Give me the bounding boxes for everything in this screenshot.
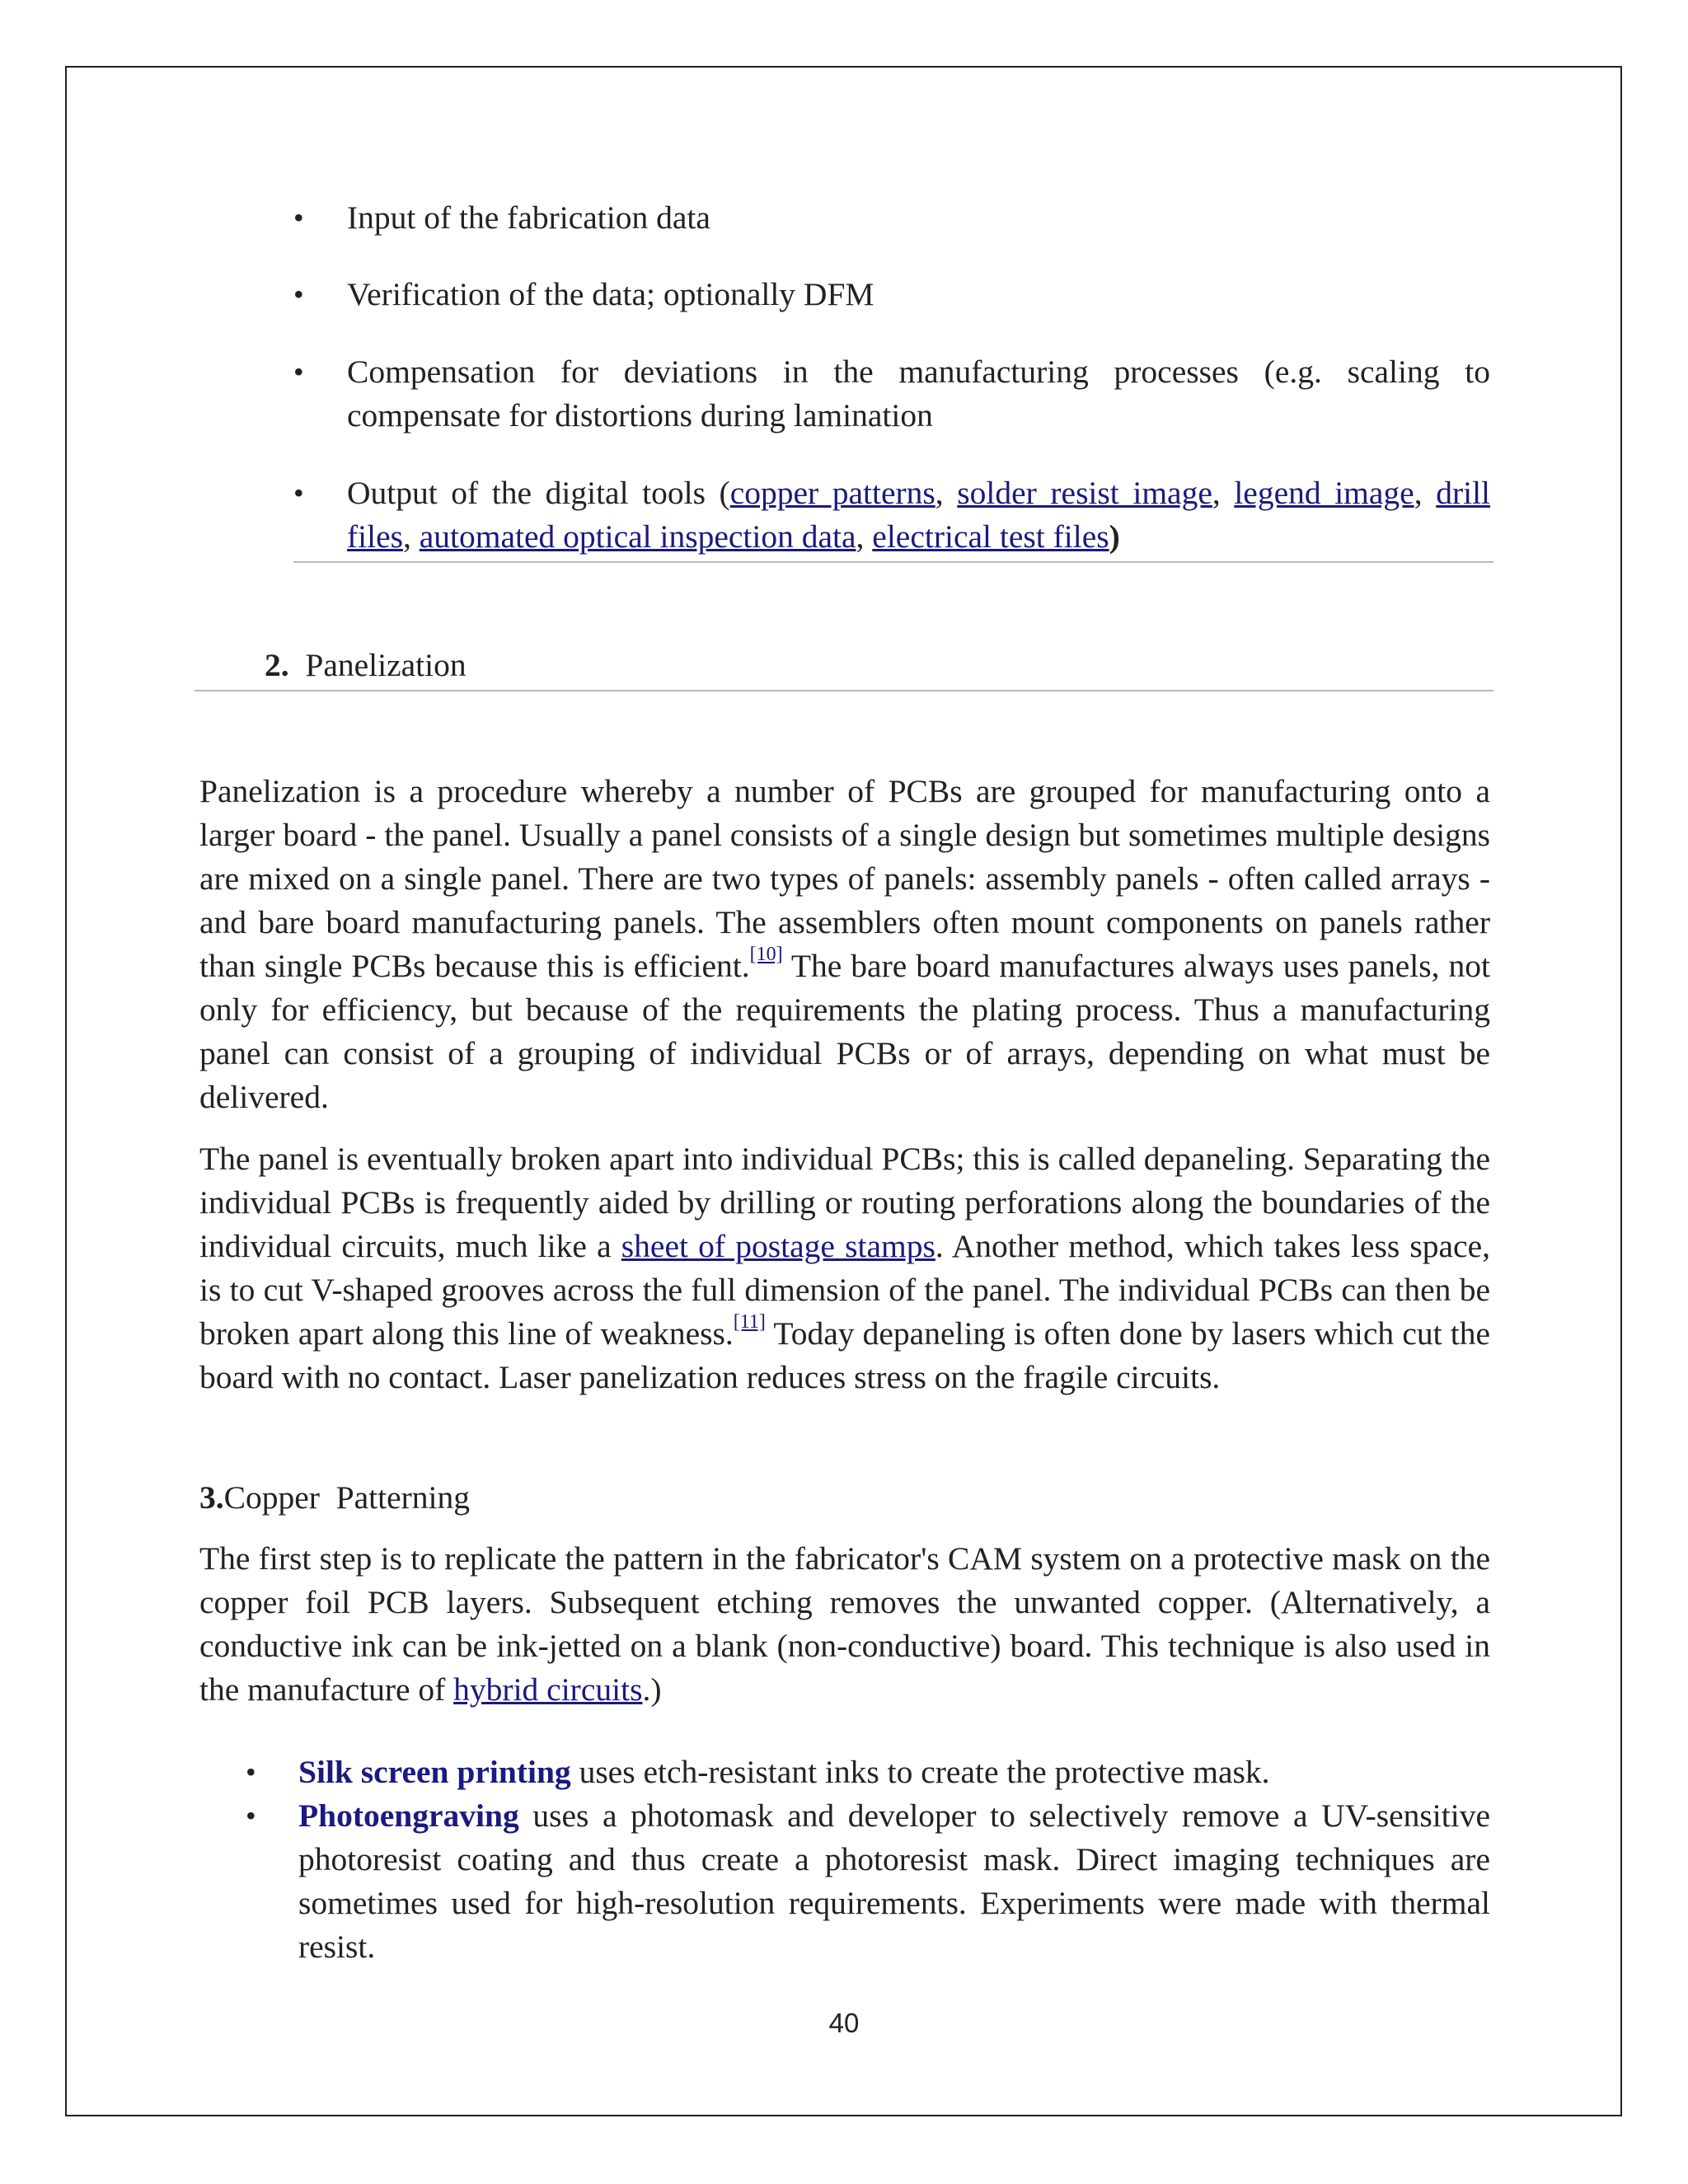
ref-10-link[interactable]: [10] [749,943,783,965]
list-item-photoengraving: • Photoengraving uses a photomask and developer to selectively remove a UV-sensitive photoresist coating and thus create a photoresist mask. Direct imaging techniques are sometimes used for high-resolution requirements. Experiments were made with thermal resist. [246,1797,1490,1965]
term-photoengraving: Photoengraving [298,1797,519,1834]
divider [195,690,1493,691]
list-item-silk-screen: • Silk screen printing uses etch-resistant inks to create the protective mask. [246,1754,1270,1790]
list-item: • Verification of the data; optionally DFM [293,276,874,312]
link-hybrid-circuits[interactable]: hybrid circuits [453,1671,643,1708]
term-silk-screen-printing: Silk screen printing [298,1754,571,1790]
list-item: • Input of the fabrication data [293,199,710,236]
paragraph-panelization-2: The panel is eventually broken apart into individual PCBs; this is called depaneling. Separating the individual PCBs is frequently aided by drilling or routing perforations along the boundaries of the individual circuits, much like a sheet of postage stamps. Another method, which takes less space, is to cut V-shaped grooves across the full dimension of the panel. The individual PCBs can then be broken apart along this line of weakness.[11] Today depaneling is often done by lasers which cut the board with no contact. Laser panelization reduces stress on the fragile circuits. [199,1141,1490,1395]
link-aoi-data[interactable]: automated optical inspection data [419,518,856,555]
ref-11-link[interactable]: [11] [733,1310,766,1333]
link-sheet-of-postage-stamps[interactable]: sheet of postage stamps [621,1228,935,1264]
divider [293,561,1493,563]
link-solder-resist-image[interactable]: solder resist image [957,475,1212,511]
list-item-output: • Output of the digital tools (copper patterns, solder resist image, legend image, drill files, automated optical inspection data, electrical test files) [293,471,1490,559]
link-legend-image[interactable]: legend image [1234,475,1414,511]
output-text: Output of the digital tools (copper patterns, solder resist image, legend image, drill files, automated optical inspection data, electrical test files) [347,475,1491,555]
page-number: 40 [828,2008,860,2038]
list-item: • Compensation for deviations in the manufacturing processes (e.g. scaling to compensate for distortions during lamination [293,354,1490,434]
section-heading-copper-patterning: 3.Copper Patterning [199,1479,471,1516]
link-copper-patterns[interactable]: copper patterns [729,475,935,511]
paragraph-copper-patterning: The first step is to replicate the pattern in the fabricator's CAM system on a protective mask on the copper foil PCB layers. Subsequent etching removes the unwanted copper. (Alternatively, a conductive ink can be ink-jetted on a blank (non-conductive) board. This technique is also used in the manufacture of hybrid circuits.) [199,1540,1490,1708]
link-electrical-test-files[interactable]: electrical test files [872,518,1109,555]
link-drill-files[interactable]: drill files [347,475,1491,555]
section-heading-panelization: 2. Panelization [265,647,467,683]
paragraph-panelization-1: Panelization is a procedure whereby a number of PCBs are grouped for manufacturing onto a larger board - the panel. Usually a panel consists of a single design but sometimes multiple designs are mixed on a single panel. There are two types of panels: assembly panels - often called arrays - and bare board manufacturing panels. The assemblers often mount components on panels rather than single PCBs because this is efficient.[10] The bare board manufactures always uses panels, not only for efficiency, but because of the requirements the plating process. Thus a manufacturing panel can consist of a grouping of individual PCBs or of arrays, depending on what must be delivered. [199,773,1491,1115]
